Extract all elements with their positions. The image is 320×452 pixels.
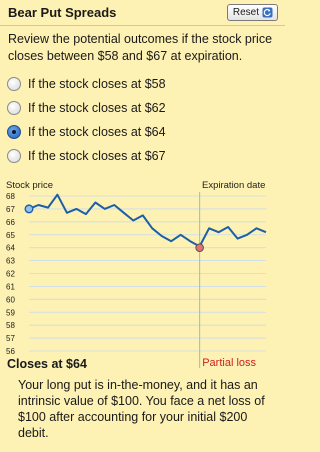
price-line [29, 195, 266, 247]
reset-button[interactable] [227, 4, 278, 21]
reset-label: Reset [232, 7, 259, 18]
option-64[interactable] [7, 120, 277, 144]
chart-grid [29, 196, 266, 351]
result-heading: Closes at $64 [7, 357, 87, 371]
option-label: If the stock closes at $58 [28, 77, 166, 91]
expiration-label: Expiration date [202, 180, 266, 191]
option-62[interactable] [7, 96, 277, 120]
y-axis-label: Stock price [6, 180, 53, 191]
radio-button[interactable] [7, 77, 21, 91]
y-tick-label: 67 [6, 204, 15, 214]
radio-button[interactable] [7, 125, 21, 139]
y-tick-label: 65 [6, 230, 15, 240]
header [0, 0, 285, 26]
stock-price-chart [0, 178, 285, 368]
y-tick-label: 66 [6, 217, 15, 227]
y-tick-label: 62 [6, 269, 15, 279]
y-tick-label: 64 [6, 243, 15, 253]
intro-text: Review the potential outcomes if the stock price closes between $58 and $67 at expiration. [8, 32, 273, 63]
y-tick-label: 61 [6, 282, 15, 292]
panel-title: Bear Put Spreads [8, 5, 117, 20]
option-67[interactable] [7, 144, 277, 168]
y-tick-label: 57 [6, 334, 15, 344]
option-label: If the stock closes at $64 [28, 125, 166, 139]
option-label: If the stock closes at $67 [28, 149, 166, 163]
scenario-options [7, 72, 277, 168]
end-marker [196, 244, 204, 252]
y-tick-label: 58 [6, 321, 15, 331]
y-tick-label: 59 [6, 308, 15, 318]
option-58[interactable] [7, 72, 277, 96]
outcome-label: Partial loss [202, 357, 256, 369]
y-tick-label: 63 [6, 256, 15, 266]
refresh-icon [262, 7, 273, 18]
y-tick-label: 56 [6, 347, 15, 356]
y-tick-label: 60 [6, 295, 15, 305]
result-explanation: Your long put is in-the-money, and it has an intrinsic value of $100. You face a net loss of $100 after accounting for your initial $200 debit. [18, 378, 265, 440]
radio-button[interactable] [7, 149, 21, 163]
y-axis-ticks [6, 192, 15, 356]
y-tick-label: 68 [6, 192, 15, 201]
start-marker [25, 205, 33, 213]
option-label: If the stock closes at $62 [28, 101, 166, 115]
radio-button[interactable] [7, 101, 21, 115]
